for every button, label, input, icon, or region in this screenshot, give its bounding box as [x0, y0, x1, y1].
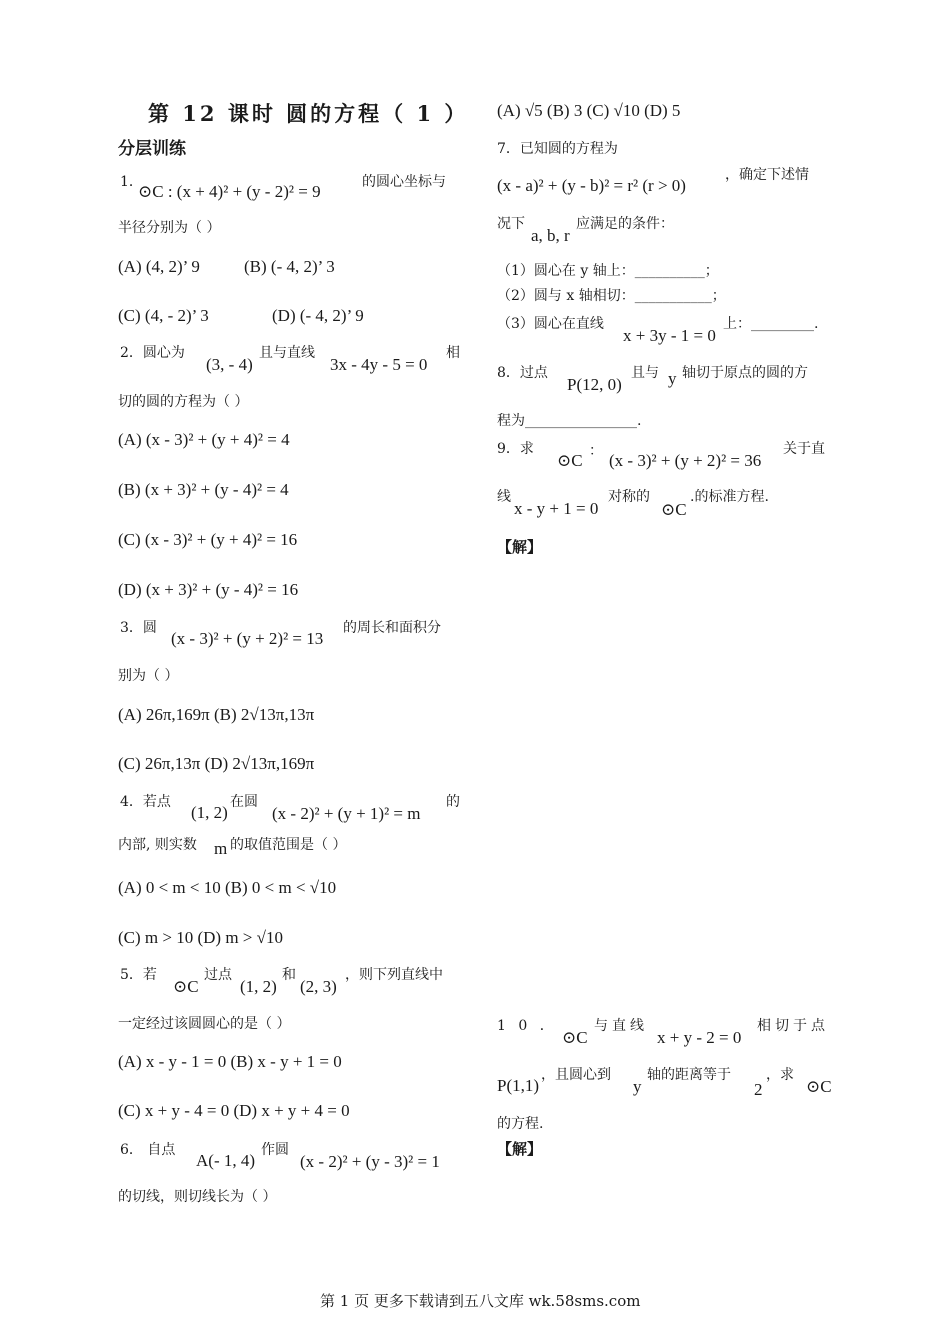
q6-options: (A) √5 (B) 3 (C) √10 (D) 5: [497, 101, 681, 120]
q10-number-2: 2: [754, 1080, 763, 1099]
q9-text-line2c: .的标准方程.: [690, 489, 769, 505]
q4-equation: (x - 2)² + (y + 1)² = m: [272, 804, 421, 823]
q2-option-b: (B) (x + 3)² + (y - 4)² = 4: [118, 480, 289, 499]
q7-text: ，确定下述情: [725, 167, 809, 183]
q1-option-a: (A) (4, 2)’ 9: [118, 257, 200, 276]
q3-text: 的周长和面积分: [343, 620, 441, 636]
q2-option-d: (D) (x + 3)² + (y - 4)² = 16: [118, 580, 299, 599]
q10-text-line3: 的方程.: [497, 1116, 544, 1132]
q1-text-line2: 半径分别为（ ）: [118, 220, 221, 236]
page-title: 第 12 课时 圆的方程（ 1 ）: [148, 101, 469, 126]
q1-option-d: (D) (- 4, 2)’ 9: [272, 306, 364, 325]
q1-text: 的圆心坐标与: [362, 174, 446, 190]
q9-text-line2: 线: [497, 489, 511, 505]
q10-circle-2: ⊙C: [806, 1077, 832, 1096]
q5-circle: ⊙C: [173, 977, 199, 996]
q7-equation: (x - a)² + (y - b)² = r² (r > 0): [497, 176, 686, 195]
q7-condition-3-tail: 上：_________.: [723, 316, 819, 332]
q5-point-1: (1, 2): [240, 977, 277, 996]
q2-option-c: (C) (x - 3)² + (y + 4)² = 16: [118, 530, 298, 549]
q1-equation: ⊙C : (x + 4)² + (y - 2)² = 9: [138, 182, 321, 201]
q4-options-ab: (A) 0 < m < 10 (B) 0 < m < √10: [118, 878, 337, 897]
q9-colon: ：: [589, 443, 603, 459]
q3-number: 3．圆: [120, 620, 157, 636]
q8-text-tail: 轴切于原点的圆的方: [682, 365, 808, 381]
q6-number: 6． 自点: [120, 1142, 176, 1158]
q9-number: 9．求: [497, 441, 534, 457]
q5-point-2: (2, 3): [300, 977, 337, 996]
q4-point: (1, 2): [191, 803, 228, 822]
q2-option-a: (A) (x - 3)² + (y + 4)² = 4: [118, 430, 290, 449]
q8-text-line2: 程为________________.: [497, 413, 642, 429]
q4-variable: m: [214, 839, 228, 858]
q2-number: 2．圆心为: [120, 345, 185, 361]
q9-answer-label: 【解】: [497, 538, 543, 556]
q8-variable: y: [668, 369, 677, 388]
q8-number: 8．过点: [497, 365, 548, 381]
q6-text-line2: 的切线，则切线长为（ ）: [118, 1189, 277, 1205]
q9-equation: (x - 3)² + (y + 2)² = 36: [609, 451, 762, 470]
q7-condition-1: （1）圆心在 y 轴上：__________；: [497, 263, 719, 279]
q5-number: 5．若: [120, 967, 157, 983]
q5-options-cd: (C) x + y - 4 = 0 (D) x + y + 4 = 0: [118, 1101, 350, 1120]
q3-options-cd: (C) 26π,13π (D) 2√13π,169π: [118, 754, 315, 773]
q2-text: 且与直线: [259, 345, 315, 361]
q10-point: P(1,1): [497, 1076, 540, 1095]
q10-text: 与直线: [594, 1018, 648, 1034]
q9-circle: ⊙C: [557, 451, 583, 470]
q7-number: 7．已知圆的方程为: [497, 141, 618, 157]
q6-point: A(- 1, 4): [196, 1151, 256, 1170]
q6-text: 作圆: [261, 1142, 289, 1158]
page-footer: 第 1 页 更多下载请到五八文库 wk.58sms.com: [320, 1292, 641, 1310]
q10-text-line2: ，且圆心到: [541, 1067, 611, 1083]
q5-text-line2: 一定经过该圆圆心的是（ ）: [118, 1016, 291, 1032]
q10-text-line2c: ，求: [766, 1067, 794, 1083]
q4-text: 在圆: [230, 794, 258, 810]
q1-number: 1．: [120, 174, 143, 190]
q9-text-line2b: 对称的: [608, 489, 650, 505]
q4-options-cd: (C) m > 10 (D) m > √10: [118, 928, 283, 947]
q10-line: x + y - 2 = 0: [657, 1028, 742, 1047]
q7-variables: a, b, r: [531, 226, 570, 245]
q10-variable: y: [633, 1077, 642, 1096]
q4-text-line2: 内部, 则实数: [118, 837, 197, 853]
q1-option-c: (C) (4, - 2)’ 3: [118, 306, 209, 325]
q8-text: 且与: [631, 365, 659, 381]
q10-text-line2b: 轴的距离等于: [647, 1067, 731, 1083]
q8-point: P(12, 0): [567, 375, 622, 394]
q7-text-line2b: 应满足的条件：: [576, 216, 674, 232]
q2-text-line2: 切的圆的方程为（ ）: [118, 394, 249, 410]
q7-text-line2: 况下: [497, 216, 525, 232]
q2-line: 3x - 4y - 5 = 0: [330, 355, 428, 374]
q3-text-line2: 别为（ ）: [118, 668, 179, 684]
q1-option-b: (B) (- 4, 2)’ 3: [244, 257, 335, 276]
q5-options-ab: (A) x - y - 1 = 0 (B) x - y + 1 = 0: [118, 1052, 342, 1071]
q4-text-tail: 的: [446, 794, 460, 810]
section-heading: 分层训练: [118, 139, 186, 159]
q7-condition-3-line: x + 3y - 1 = 0: [623, 326, 716, 345]
q9-circle-2: ⊙C: [661, 500, 687, 519]
q10-number: 1 0 ．: [497, 1018, 558, 1034]
q2-center: (3, - 4): [206, 355, 253, 374]
q9-line: x - y + 1 = 0: [514, 499, 599, 518]
q4-text-line2b: 的取值范围是（ ）: [230, 837, 347, 853]
q7-condition-3: （3）圆心在直线: [497, 316, 604, 332]
q7-condition-2: （2）圆与 x 轴相切：___________；: [497, 288, 726, 304]
q10-circle: ⊙C: [562, 1028, 588, 1047]
q4-number: 4．若点: [120, 794, 171, 810]
q2-text-tail: 相: [446, 345, 460, 361]
q9-text-tail: 关于直: [783, 441, 825, 457]
q5-text: 过点: [204, 967, 232, 983]
q6-equation: (x - 2)² + (y - 3)² = 1: [300, 1152, 440, 1171]
q5-text-tail: ，则下列直线中: [345, 967, 443, 983]
q10-answer-label: 【解】: [497, 1140, 543, 1158]
q3-options-ab: (A) 26π,169π (B) 2√13π,13π: [118, 705, 315, 724]
q10-text-tail: 相切于点: [757, 1018, 829, 1034]
q5-text-and: 和: [282, 967, 296, 983]
q3-equation: (x - 3)² + (y + 2)² = 13: [171, 629, 324, 648]
